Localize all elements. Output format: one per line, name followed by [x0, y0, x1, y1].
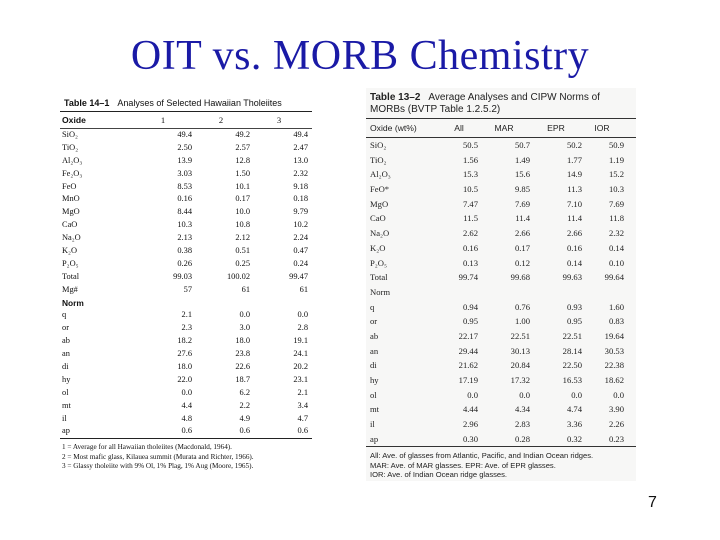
cell-value: 30.13 — [510, 345, 530, 356]
row-label: mt — [370, 404, 380, 415]
row-label: ab — [62, 336, 70, 346]
cell-value: 0.93 — [566, 301, 582, 312]
row-label: CaO — [370, 213, 386, 224]
cell-value: 18.2 — [177, 336, 192, 346]
cell-value: 18.62 — [604, 375, 624, 385]
cell-value: 21.62 — [458, 360, 478, 371]
table-row — [366, 138, 636, 153]
table-row — [366, 270, 636, 285]
header-oxide: Oxide (wt%) — [370, 123, 417, 133]
cell-value: 8.53 — [177, 181, 192, 191]
table-title: Analyses of Selected Hawaiian Tholeiites — [117, 98, 282, 108]
row-label: an — [62, 349, 70, 359]
cell-value: 2.66 — [514, 228, 530, 239]
cell-value: 0.76 — [514, 301, 530, 312]
row-label: Na₂O — [370, 228, 390, 239]
table-caption — [64, 95, 312, 111]
cell-value: 0.95 — [462, 316, 478, 327]
cell-value: 22.50 — [562, 360, 582, 371]
cell-value: 24.1 — [293, 349, 308, 359]
row-label: ab — [370, 330, 379, 341]
cell-value: 2.32 — [608, 228, 624, 239]
cell-value: 0.28 — [514, 433, 530, 444]
cell-value: 3.90 — [608, 404, 624, 415]
footnote: IOR: Ave. of Indian Ocean ridge glasses. — [370, 469, 508, 479]
cell-value: 0.16 — [566, 242, 582, 253]
cell-value: 27.6 — [177, 349, 192, 359]
cell-value: 2.83 — [514, 419, 530, 430]
row-label: Total — [62, 271, 80, 281]
cell-value: 7.69 — [608, 198, 624, 209]
cell-value: 2.2 — [239, 400, 250, 410]
row-label: K₂O — [370, 242, 386, 253]
cell-value: 0.32 — [566, 433, 582, 444]
cell-value: 0.0 — [239, 310, 250, 320]
table-row — [366, 329, 636, 344]
cell-value: 23.8 — [235, 349, 250, 359]
table-row — [60, 309, 312, 322]
row-label: TiO₂ — [370, 154, 387, 165]
cell-value: 22.38 — [604, 360, 624, 371]
table-row — [60, 335, 312, 348]
slide-number: 7 — [648, 494, 657, 511]
row-label: K₂O — [62, 246, 78, 256]
cell-value: 2.3 — [181, 323, 192, 333]
row-label: or — [62, 323, 69, 333]
table-row — [366, 256, 636, 271]
row-label: mt — [62, 400, 71, 410]
slide-title: OIT vs. MORB Chemistry — [130, 33, 590, 79]
cell-value: 99.47 — [289, 271, 308, 281]
row-label: q — [370, 301, 375, 312]
row-label: TiO₂ — [62, 142, 79, 152]
divider — [60, 438, 312, 439]
hawaiian-tholeiites-table — [60, 95, 312, 472]
cell-value: 7.10 — [566, 198, 582, 209]
cell-value: 0.6 — [297, 426, 308, 436]
cell-value: 22.51 — [562, 330, 582, 341]
cell-value: 15.6 — [514, 169, 530, 180]
cell-value: 49.4 — [293, 130, 308, 139]
header-col-1: 1 — [160, 115, 166, 125]
cell-value: 30.53 — [604, 345, 624, 356]
row-label: ap — [62, 426, 70, 436]
row-label: ol — [370, 389, 377, 400]
header-col-3: 3 — [276, 115, 282, 125]
row-label: hy — [62, 374, 71, 384]
row-label: Al₂O₃ — [62, 155, 83, 165]
table-row — [60, 271, 312, 284]
cell-value: 17.19 — [458, 375, 478, 385]
row-label: Al₂O₃ — [370, 169, 391, 180]
cell-value: 11.8 — [609, 213, 624, 224]
table-row — [60, 374, 312, 387]
norm-rows — [60, 309, 312, 438]
header-mar: MAR — [494, 123, 514, 133]
table-row — [366, 432, 636, 447]
cell-value: 3.4 — [297, 400, 308, 410]
cell-value: 10.3 — [177, 220, 192, 230]
cell-value: 1.50 — [235, 168, 250, 178]
cell-value: 1.77 — [566, 154, 582, 165]
row-label: MgO — [62, 207, 80, 217]
cell-value: 0.24 — [293, 258, 308, 268]
row-label: q — [62, 310, 67, 320]
cell-value: 61 — [241, 284, 250, 294]
oxide-rows — [366, 138, 636, 285]
row-label: FeO — [62, 181, 77, 191]
row-label: Mg# — [62, 284, 78, 294]
table-row — [366, 226, 636, 241]
table-header-row — [60, 112, 312, 128]
table-row — [366, 241, 636, 256]
table-number: Table 14–1 — [64, 98, 110, 108]
cell-value: 99.68 — [510, 272, 530, 283]
footnote: 3 = Glassy tholeiite with 9% Ol, 1% Plag, 1% Aug (Moore, 1965). — [62, 462, 254, 471]
table-row — [366, 373, 636, 388]
cell-value: 0.26 — [177, 258, 192, 268]
table-row — [60, 193, 312, 206]
cell-value: 0.18 — [293, 194, 308, 204]
cell-value: 50.9 — [608, 140, 624, 150]
morb-analyses-table — [366, 88, 636, 481]
table-header-row — [366, 119, 636, 137]
table-row — [366, 358, 636, 373]
cell-value: 6.2 — [239, 387, 250, 397]
cell-value: 0.0 — [297, 310, 308, 320]
cell-value: 0.83 — [608, 316, 624, 327]
cell-value: 19.1 — [293, 336, 308, 346]
cell-value: 2.47 — [293, 142, 308, 152]
row-label: il — [370, 419, 375, 430]
cell-value: 7.69 — [514, 198, 530, 209]
header-oxide: Oxide — [62, 115, 86, 125]
cell-value: 2.13 — [177, 233, 192, 243]
cell-value: 1.49 — [514, 154, 530, 165]
cell-value: 11.4 — [515, 213, 530, 224]
table-row — [60, 258, 312, 271]
cell-value: 2.1 — [181, 310, 192, 320]
header-col-2: 2 — [218, 115, 224, 125]
row-label: hy — [370, 375, 379, 385]
row-label: ol — [62, 387, 69, 397]
cell-value: 18.7 — [235, 374, 250, 384]
cell-value: 2.62 — [462, 228, 478, 239]
cell-value: 22.6 — [235, 362, 250, 372]
footnote: All: Ave. of glasses from Atlantic, Pacific, and Indian Ocean ridges. — [370, 451, 594, 461]
row-label: di — [370, 360, 377, 371]
cell-value: 2.24 — [293, 233, 308, 243]
cell-value: 23.1 — [293, 374, 308, 384]
cell-value: 10.8 — [235, 220, 250, 230]
table-row — [366, 300, 636, 315]
table-row — [60, 232, 312, 245]
cell-value: 14.9 — [566, 169, 582, 180]
cell-value: 10.0 — [235, 207, 250, 217]
cell-value: 0.23 — [608, 433, 624, 444]
cell-value: 9.85 — [514, 184, 530, 195]
table-row — [60, 155, 312, 168]
header-epr: EPR — [547, 123, 565, 133]
cell-value: 4.8 — [181, 413, 192, 423]
table-row — [366, 153, 636, 168]
row-label: an — [370, 345, 379, 356]
cell-value: 50.7 — [514, 140, 530, 150]
cell-value: 0.25 — [235, 258, 250, 268]
cell-value: 0.12 — [514, 257, 530, 268]
table-row — [60, 400, 312, 413]
cell-value: 17.32 — [510, 375, 530, 385]
cell-value: 2.12 — [235, 233, 250, 243]
cell-value: 11.5 — [463, 213, 478, 224]
footnote: 1 = Average for all Hawaiian tholeiites (Macdonald, 1964). — [62, 443, 232, 452]
cell-value: 0.0 — [467, 389, 478, 400]
cell-value: 0.0 — [613, 389, 624, 400]
row-label: Fe₂O₃ — [62, 168, 83, 178]
cell-value: 1.56 — [462, 154, 478, 165]
cell-value: 0.94 — [462, 301, 478, 312]
cell-value: 1.00 — [514, 316, 530, 327]
cell-value: 8.44 — [177, 207, 192, 217]
cell-value: 0.6 — [239, 426, 250, 436]
cell-value: 4.34 — [514, 404, 530, 415]
cell-value: 0.17 — [514, 242, 530, 253]
table-row — [60, 348, 312, 361]
table-row — [60, 322, 312, 335]
norm-rows — [366, 300, 636, 447]
cell-value: 2.50 — [177, 142, 192, 152]
row-label: MnO — [62, 194, 80, 204]
table-row — [366, 402, 636, 417]
cell-value: 7.47 — [462, 198, 478, 209]
table-row — [60, 387, 312, 400]
cell-value: 22.51 — [510, 330, 530, 341]
table-row — [366, 388, 636, 403]
cell-value: 0.16 — [462, 242, 478, 253]
cell-value: 2.66 — [566, 228, 582, 239]
table-row — [60, 284, 312, 297]
cell-value: 0.10 — [608, 257, 624, 268]
row-label: MgO — [370, 198, 389, 209]
table-row — [60, 129, 312, 142]
cell-value: 22.0 — [177, 374, 192, 384]
cell-value: 10.3 — [608, 184, 624, 195]
cell-value: 22.17 — [458, 330, 478, 341]
cell-value: 3.03 — [177, 168, 192, 178]
cell-value: 13.0 — [293, 155, 308, 165]
row-label: FeO* — [370, 184, 390, 195]
cell-value: 4.4 — [181, 400, 192, 410]
table-row — [60, 425, 312, 438]
cell-value: 0.30 — [462, 433, 478, 444]
cell-value: 10.2 — [293, 220, 308, 230]
table-row — [60, 168, 312, 181]
table-row — [60, 245, 312, 258]
cell-value: 4.74 — [566, 404, 582, 415]
table-title: Average Analyses and CIPW Norms of MORBs (BVTP Table 1.2.5.2) — [370, 92, 600, 115]
cell-value: 0.0 — [519, 389, 530, 400]
table-row — [60, 361, 312, 374]
cell-value: 4.9 — [239, 413, 250, 423]
cell-value: 50.2 — [566, 140, 582, 150]
cell-value: 100.02 — [226, 271, 250, 281]
row-label: Total — [370, 272, 388, 283]
oxide-rows — [60, 129, 312, 297]
cell-value: 61 — [299, 284, 308, 294]
row-label: Na₂O — [62, 233, 81, 243]
table-row — [366, 344, 636, 359]
table-footnotes — [366, 447, 636, 481]
table-row — [366, 314, 636, 329]
cell-value: 49.2 — [235, 130, 250, 139]
cell-value: 28.14 — [562, 345, 582, 356]
cell-value: 10.5 — [462, 184, 478, 195]
cell-value: 2.32 — [293, 168, 308, 178]
cell-value: 16.53 — [562, 375, 582, 385]
row-label: di — [62, 362, 69, 372]
cell-value: 3.0 — [239, 323, 250, 333]
cell-value: 0.38 — [177, 246, 192, 256]
cell-value: 0.16 — [177, 194, 192, 204]
cell-value: 19.64 — [604, 330, 624, 341]
header-ior: IOR — [594, 123, 610, 133]
cell-value: 0.6 — [181, 426, 192, 436]
table-footnotes — [60, 443, 312, 472]
row-label: P₂O₅ — [62, 258, 79, 268]
cell-value: 0.13 — [462, 257, 478, 268]
cell-value: 9.79 — [293, 207, 308, 217]
footnote: 2 = Most mafic glass, Kilauea summit (Murata and Richter, 1966). — [62, 452, 254, 461]
cell-value: 99.74 — [458, 272, 478, 283]
table-caption — [366, 88, 636, 118]
cell-value: 9.18 — [293, 181, 308, 191]
row-label: SiO₂ — [62, 130, 78, 139]
row-label: ap — [370, 433, 379, 444]
cell-value: 11.4 — [567, 213, 582, 224]
cell-value: 10.1 — [235, 181, 250, 191]
row-label: SiO₂ — [370, 140, 387, 150]
header-all: All — [454, 123, 464, 133]
cell-value: 18.0 — [235, 336, 250, 346]
table-row — [60, 413, 312, 426]
cell-value: 2.26 — [608, 419, 624, 430]
cell-value: 13.9 — [177, 155, 192, 165]
cell-value: 1.19 — [608, 154, 624, 165]
cell-value: 2.8 — [297, 323, 308, 333]
cell-value: 0.17 — [235, 194, 250, 204]
table-row — [60, 142, 312, 155]
cell-value: 99.63 — [562, 272, 582, 283]
cell-value: 0.14 — [608, 242, 624, 253]
cell-value: 57 — [183, 284, 192, 294]
table-row — [366, 417, 636, 432]
cell-value: 20.2 — [293, 362, 308, 372]
cell-value: 99.03 — [173, 271, 192, 281]
cell-value: 0.14 — [566, 257, 582, 268]
table-row — [60, 219, 312, 232]
cell-value: 0.0 — [181, 387, 192, 397]
cell-value: 1.60 — [608, 301, 624, 312]
table-number: Table 13–2 — [370, 92, 421, 103]
cell-value: 49.4 — [177, 130, 192, 139]
cell-value: 99.64 — [604, 272, 624, 283]
cell-value: 12.8 — [235, 155, 250, 165]
cell-value: 18.0 — [177, 362, 192, 372]
cell-value: 2.1 — [297, 387, 308, 397]
cell-value: 4.7 — [297, 413, 308, 423]
table-row — [366, 197, 636, 212]
table-row — [366, 167, 636, 182]
cell-value: 0.51 — [235, 246, 250, 256]
table-row — [366, 211, 636, 226]
norm-heading: Norm — [62, 297, 84, 308]
cell-value: 50.5 — [462, 140, 478, 150]
footnote: MAR: Ave. of MAR glasses. EPR: Ave. of EPR glasses. — [370, 460, 556, 470]
cell-value: 0.95 — [566, 316, 582, 327]
cell-value: 4.44 — [462, 404, 478, 415]
cell-value: 0.0 — [571, 389, 582, 400]
row-label: il — [62, 413, 67, 423]
cell-value: 2.57 — [235, 142, 250, 152]
table-row — [60, 181, 312, 194]
row-label: CaO — [62, 220, 78, 230]
table-row — [60, 206, 312, 219]
cell-value: 0.47 — [293, 246, 308, 256]
table-row — [366, 182, 636, 197]
cell-value: 3.36 — [566, 419, 582, 430]
row-label: or — [370, 316, 378, 327]
cell-value: 11.3 — [567, 184, 582, 195]
cell-value: 20.84 — [510, 360, 530, 371]
cell-value: 29.44 — [458, 345, 478, 356]
cell-value: 15.3 — [462, 169, 478, 180]
row-label: P₂O₅ — [370, 257, 387, 268]
norm-heading: Norm — [370, 286, 391, 297]
cell-value: 15.2 — [608, 169, 624, 180]
cell-value: 2.96 — [462, 419, 478, 430]
